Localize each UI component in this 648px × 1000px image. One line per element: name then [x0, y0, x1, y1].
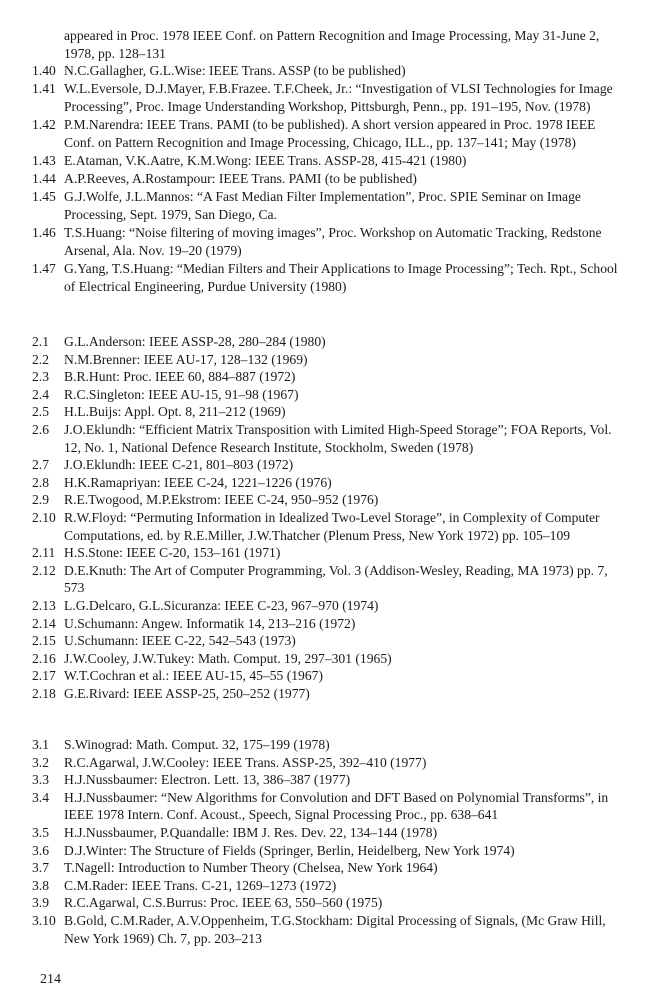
reference-text: J.O.Eklundh: “Efficient Matrix Transposition with Limited High-Speed Storage”; FOA Reports, Vol. 12, No. 1, National Defence Research Institute, Stockholm, Sweden (1978)	[64, 421, 612, 455]
reference-entry	[0, 224, 620, 260]
reference-number: 2.7	[32, 457, 49, 473]
reference-entry	[0, 368, 620, 386]
reference-entry	[0, 789, 620, 824]
reference-number: 2.10	[32, 509, 56, 525]
reference-entry	[0, 597, 620, 615]
reference-text: J.W.Cooley, J.W.Tukey: Math. Comput. 19, 297–301 (1965)	[64, 650, 392, 666]
reference-text: G.L.Anderson: IEEE ASSP-28, 280–284 (1980)	[64, 334, 326, 349]
reference-text: R.C.Agarwal, C.S.Burrus: Proc. IEEE 63, 550–560 (1975)	[64, 895, 383, 911]
reference-entry	[0, 736, 620, 754]
reference-text: N.M.Brenner: IEEE AU-17, 128–132 (1969)	[64, 351, 308, 367]
reference-number: 1.46	[32, 225, 56, 240]
reference-entry	[0, 615, 620, 633]
reference-number: 2.13	[32, 597, 56, 613]
reference-number: 2.14	[32, 615, 56, 631]
reference-entry	[0, 859, 620, 877]
reference-entry	[0, 632, 620, 650]
reference-entry	[0, 152, 620, 170]
reference-entry	[0, 685, 620, 703]
reference-number: 1.45	[32, 189, 56, 204]
reference-list-chapter-3	[0, 736, 648, 947]
reference-number: 3.10	[32, 912, 56, 928]
reference-entry	[0, 474, 620, 492]
reference-entry	[0, 754, 620, 772]
reference-entry	[0, 351, 620, 369]
reference-number: 2.8	[32, 474, 49, 490]
reference-number: 2.15	[32, 633, 56, 649]
reference-number: 2.2	[32, 351, 49, 367]
reference-text: G.J.Wolfe, J.L.Mannos: “A Fast Median Filter Implementation”, Proc. SPIE Seminar on Image Processing, Sept. 1979, San Diego, Ca.	[64, 189, 581, 222]
reference-text: A.P.Reeves, A.Rostampour: IEEE Trans. PAMI (to be published)	[64, 171, 417, 186]
reference-number: 1.43	[32, 153, 56, 168]
reference-number: 3.8	[32, 877, 49, 893]
reference-text: B.R.Hunt: Proc. IEEE 60, 884–887 (1972)	[64, 369, 296, 385]
reference-entry	[0, 333, 620, 351]
reference-text: S.Winograd: Math. Comput. 32, 175–199 (1978)	[64, 737, 330, 752]
reference-text: D.J.Winter: The Structure of Fields (Springer, Berlin, Heidelberg, New York 1974)	[64, 842, 515, 858]
reference-number: 3.6	[32, 842, 49, 858]
reference-text: N.C.Gallagher, G.L.Wise: IEEE Trans. ASSP (to be published)	[64, 63, 406, 78]
reference-text: L.G.Delcaro, G.L.Sicuranza: IEEE C-23, 967–970 (1974)	[64, 597, 379, 613]
reference-entry	[0, 491, 620, 509]
reference-text: T.Nagell: Introduction to Number Theory (Chelsea, New York 1964)	[64, 860, 438, 876]
reference-text: H.J.Nussbaumer: Electron. Lett. 13, 386–387 (1977)	[64, 772, 351, 788]
reference-text: W.L.Eversole, D.J.Mayer, F.B.Frazee. T.F.Cheek, Jr.: “Investigation of VLSI Technologies for Image Processing”, Proc. Image Understanding Workshop, Pittsburgh, Penn., pp. 191–195, Nov. (1978)	[64, 81, 613, 114]
reference-number: 2.1	[32, 334, 49, 349]
reference-entry	[0, 650, 620, 668]
reference-entry	[0, 403, 620, 421]
reference-text: H.J.Nussbaumer, P.Quandalle: IBM J. Res. Dev. 22, 134–144 (1978)	[64, 824, 438, 840]
reference-entry	[0, 824, 620, 842]
reference-entry	[0, 116, 620, 152]
reference-number: 2.6	[32, 421, 49, 437]
reference-number: 3.5	[32, 824, 49, 840]
reference-number: 2.4	[32, 386, 49, 402]
reference-text: G.Yang, T.S.Huang: “Median Filters and Their Applications to Image Processing”; Tech. Rpt., School of Electrical Engineering, Purdue University (1980)	[64, 261, 618, 294]
reference-text: J.O.Eklundh: IEEE C-21, 801–803 (1972)	[64, 457, 294, 473]
reference-entry	[0, 894, 620, 912]
reference-number: 2.11	[32, 545, 56, 561]
reference-text: E.Ataman, V.K.Aatre, K.M.Wong: IEEE Trans. ASSP-28, 415-421 (1980)	[64, 153, 467, 168]
reference-text: D.E.Knuth: The Art of Computer Programming, Vol. 3 (Addison-Wesley, Reading, MA 1973) pp. 7, 573	[64, 562, 608, 596]
reference-text: W.T.Cochran et al.: IEEE AU-15, 45–55 (1967)	[64, 668, 323, 684]
reference-text: U.Schumann: Angew. Informatik 14, 213–216 (1972)	[64, 615, 356, 631]
reference-entry	[0, 544, 620, 562]
reference-number: 2.18	[32, 685, 56, 701]
reference-number: 2.16	[32, 650, 56, 666]
reference-number: 2.12	[32, 562, 56, 578]
reference-number: 1.42	[32, 117, 56, 132]
reference-number: 3.9	[32, 895, 49, 911]
reference-number: 3.4	[32, 789, 49, 805]
reference-entry	[0, 62, 620, 80]
reference-number: 1.40	[32, 63, 56, 78]
reference-entry	[0, 386, 620, 404]
reference-text: C.M.Rader: IEEE Trans. C-21, 1269–1273 (1972)	[64, 877, 337, 893]
reference-entry	[0, 771, 620, 789]
reference-text: P.M.Narendra: IEEE Trans. PAMI (to be published). A short version appeared in Proc. 1978 IEEE Conf. on Pattern Recognition and Image Processing, Chicago, ILL., pp. 137–141; May (1978)	[64, 117, 596, 150]
reference-text: H.K.Ramapriyan: IEEE C-24, 1221–1226 (1976)	[64, 474, 332, 490]
reference-number: 3.3	[32, 772, 49, 788]
reference-list-chapter-2	[0, 333, 648, 702]
reference-text: U.Schumann: IEEE C-22, 542–543 (1973)	[64, 633, 296, 649]
reference-text: H.J.Nussbaumer: “New Algorithms for Convolution and DFT Based on Polynomial Transforms”, in IEEE 1978 Intern. Conf. Acoust., Speech, Signal Processing Proc., pp. 638–641	[64, 789, 609, 823]
reference-entry	[0, 877, 620, 895]
reference-number: 2.5	[32, 404, 49, 420]
reference-number: 1.41	[32, 81, 56, 96]
reference-number: 1.47	[32, 261, 56, 276]
reference-number: 3.2	[32, 754, 49, 770]
reference-text: R.E.Twogood, M.P.Ekstrom: IEEE C-24, 950–952 (1976)	[64, 492, 379, 508]
reference-text: R.C.Agarwal, J.W.Cooley: IEEE Trans. ASSP-25, 392–410 (1977)	[64, 754, 427, 770]
reference-list-chapter-1	[0, 62, 648, 296]
reference-text: R.W.Floyd: “Permuting Information in Idealized Two-Level Storage”, in Complexity of Computer Computations, ed. by R.E.Miller, J.W.Thatcher (Plenum Press, New York 1972) pp. 105–109	[64, 509, 600, 543]
reference-number: 2.3	[32, 369, 49, 385]
reference-text: T.S.Huang: “Noise filtering of moving images”, Proc. Workshop on Automatic Tracking, Redstone Arsenal, Ala. Nov. 19–20 (1979)	[64, 225, 602, 258]
reference-text: H.S.Stone: IEEE C-20, 153–161 (1971)	[64, 545, 281, 561]
continued-reference-text: appeared in Proc. 1978 IEEE Conf. on Pattern Recognition and Image Processing, May 31-June 2, 1978, pp. 128–131	[64, 28, 600, 61]
reference-text: R.C.Singleton: IEEE AU-15, 91–98 (1967)	[64, 386, 299, 402]
reference-entry	[0, 170, 620, 188]
reference-entry	[0, 509, 620, 544]
reference-entry	[0, 456, 620, 474]
reference-number: 3.7	[32, 860, 49, 876]
reference-number: 1.44	[32, 171, 56, 186]
reference-entry	[0, 188, 620, 224]
reference-text: B.Gold, C.M.Rader, A.V.Oppenheim, T.G.Stockham: Digital Processing of Signals, (Mc Graw Hill, New York 1969) Ch. 7, pp. 203–213	[64, 912, 606, 946]
reference-number: 2.9	[32, 492, 49, 508]
reference-entry	[0, 562, 620, 597]
reference-entry	[0, 260, 620, 296]
reference-entry	[0, 80, 620, 116]
reference-entry	[0, 421, 620, 456]
reference-number: 3.1	[32, 737, 49, 752]
reference-number: 2.17	[32, 668, 56, 684]
reference-text: H.L.Buijs: Appl. Opt. 8, 211–212 (1969)	[64, 404, 286, 420]
reference-entry	[0, 912, 620, 947]
reference-entry	[0, 667, 620, 685]
page-number: 214	[40, 972, 61, 987]
reference-entry	[0, 842, 620, 860]
reference-text: G.E.Rivard: IEEE ASSP-25, 250–252 (1977)	[64, 685, 310, 701]
